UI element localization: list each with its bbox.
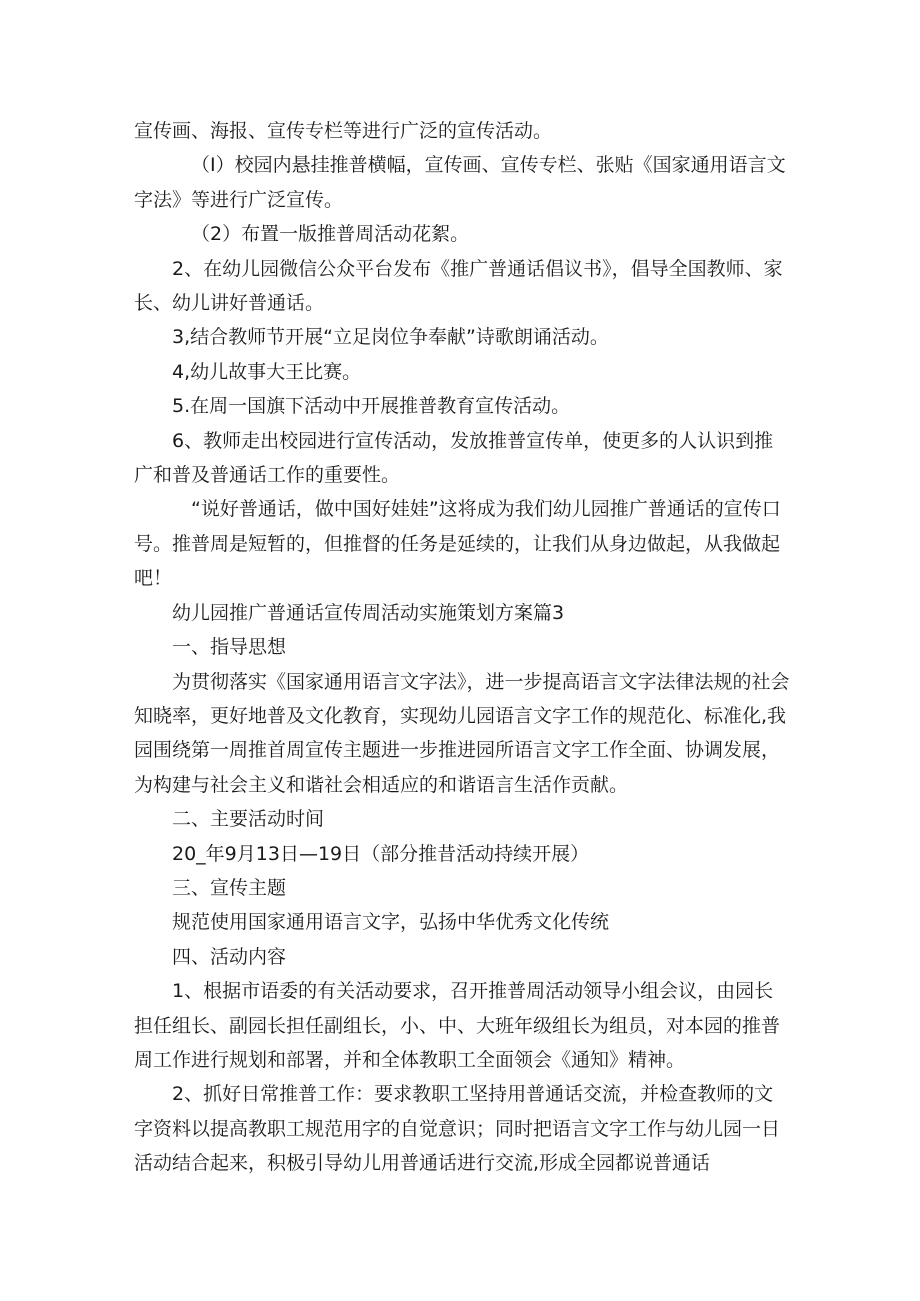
heading-guiding-ideology: 一、指导思想 — [172, 636, 287, 659]
paragraph-continuation: 宣传画、海报、宣传专栏等进行广泛的宣传活动。 — [134, 120, 553, 142]
paragraph-content-2: 2、抓好日常推普工作：要求教职工坚持用普通话交流，并检查教师的文字资料以提高教职工规范用字的自觉意识；同时把语言文字工作与幼儿园一日活动结合起来，积极引导幼儿用普通话进行交流,形成全园都说普通话 — [134, 1083, 781, 1175]
paragraph-item-2-sub: （2）布置一版推普周活动花絮。 — [191, 223, 470, 246]
paragraph-item-3: 3,结合教师节开展“立足岗位争奉献”诗歌朗诵活动。 — [172, 326, 609, 349]
paragraph-guiding-ideology: 为贯彻落实《国家通用语言文字法》，进一步提高语言文字法律法规的社会知晓率，更好地普及文化教育，实现幼儿园语言文字工作的规范化、标准化,我园围绕第一周推首周宣传主题进一步推进园所语言文字工作全面、协调发展，为构建与社会主义和谐社会相适应的和谐语言生活作贡献。 — [134, 670, 790, 796]
paragraph-item-6: 6、教师走出校园进行宣传活动，发放推普宣传单，使更多的人认识到推广和普及普通话工作的重要性。 — [134, 429, 774, 487]
paragraph-item-4: 4,幼儿故事大王比赛。 — [172, 360, 362, 383]
section-title: 幼儿园推广普通话宣传周活动实施策划方案篇3 — [172, 601, 565, 624]
heading-activity-content: 四、活动内容 — [172, 945, 287, 968]
paragraph-content-1: 1、根据市语委的有关活动要求，召开推普周活动领导小组会议，由园长担任组长、副园长担任副组长，小、中、大班年级组长为组员，对本园的推普周工作进行规划和部署，并和全体教职工全面领会《通知》精神。 — [134, 980, 781, 1071]
heading-activity-time: 二、主要活动时间 — [172, 808, 325, 831]
paragraph-item-5: 5.在周一国旗下活动中开展推普教育宣传活动。 — [172, 395, 571, 418]
paragraph-slogan: “说好普通话，做中国好娃娃”这将成为我们幼儿园推广普通话的宣传口号。推普周是短暂的，但推督的任务是延续的，让我们从身边做起，从我做起吧！ — [134, 498, 781, 590]
paragraph-item-2: 2、在幼儿园微信公众平台发布《推广普通话倡议书》，倡导全国教师、家长、幼儿讲好普通话。 — [134, 257, 783, 315]
paragraph-theme: 规范使用国家通用语言文字，弘扬中华优秀文化传统 — [172, 911, 610, 934]
paragraph-activity-time: 20_年9月13日—19日（部分推昔活动持续开展） — [172, 842, 590, 865]
paragraph-item-i: （I）校园内悬挂推普横幅，宣传画、宣传专栏、张贴《国家通用语言文字法》等进行广泛宣传。 — [134, 154, 786, 211]
document-body — [134, 114, 792, 1181]
heading-theme: 三、宣传主题 — [172, 876, 287, 899]
